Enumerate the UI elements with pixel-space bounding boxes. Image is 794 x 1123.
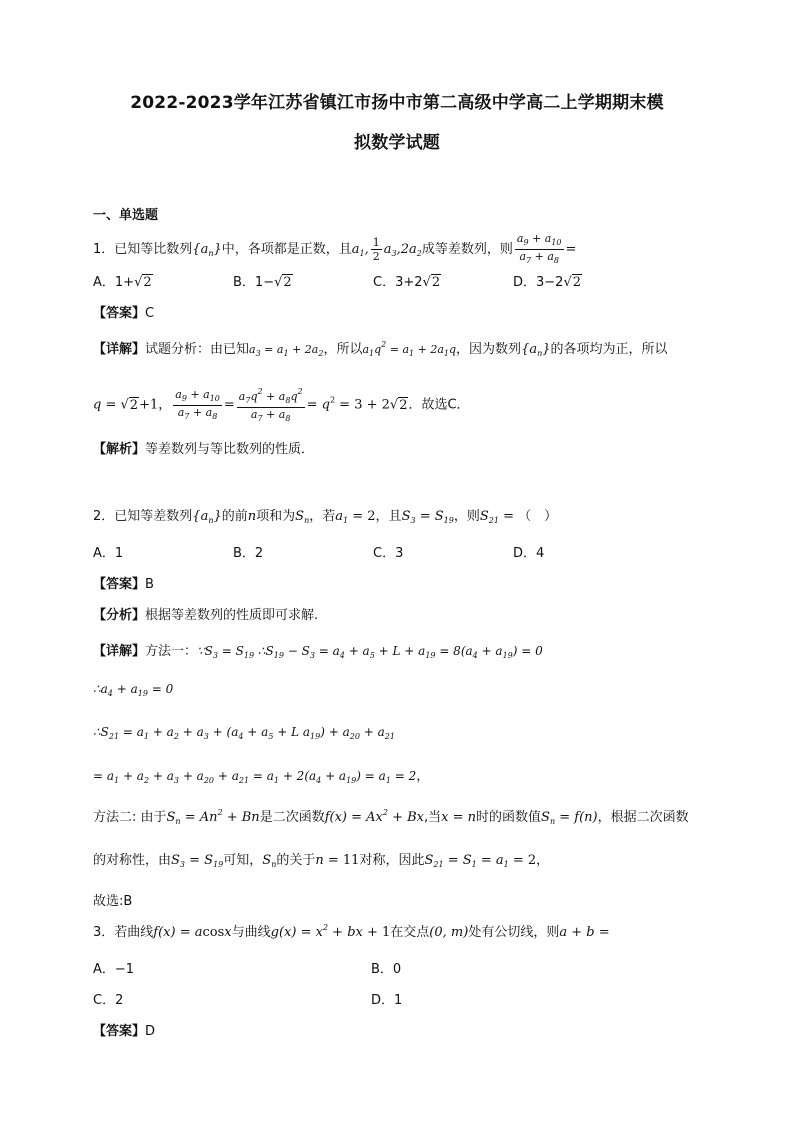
q2-stem: 2．已知等差数列$\{a_n\}$的前n项和为$S_n$，若$a_1 = 2$，且$S_3 = S_{19}$，则$S_{21}$ = （ ）: [93, 509, 558, 525]
q1-detail-line1: 【详解】试题分析：由已知$a_3 = a_1 + 2a_2$，所以$a_1q^2 = a_1 + 2a_1q$，因为数列$\{a_n\}$的各项均为正，所以: [93, 340, 668, 358]
doc-title-line2: 拟数学试题: [354, 133, 440, 153]
q3-stem: 3．若曲线f(x) = acosx与曲线$g(x) = x^2$ + bx + 1在交点(0, m)处有公切线，则a + b =: [93, 923, 610, 940]
q3-option-d: D．1: [371, 993, 403, 1008]
doc-title-line1: 2022-2023学年江苏省镇江市扬中市第二高级中学高二上学期期末模: [130, 93, 664, 113]
q2-detail-line4: = $a_1 + a_2 + a_3 + a_{20} + a_{21} = a_1 + 2(a_4 + a_{19}) = a_1 = 2$，: [93, 769, 430, 785]
q2-option-c: C．3: [373, 546, 404, 561]
q2-answer: 【答案】B: [93, 577, 154, 592]
q1-option-d: D．3−2√2: [513, 275, 582, 290]
q1-option-c: C．3+2√2: [373, 275, 441, 290]
q2-detail-line2: $\therefore a_4 + a_{19} = 0$: [93, 682, 174, 698]
q2-number: 2．: [93, 509, 115, 524]
q2-conclusion: 故选:B: [93, 894, 133, 909]
q3-options-row1: [93, 958, 401, 977]
q1-options: [93, 271, 582, 290]
q2-detail-line3: $\therefore S_{21} = a_1 + a_2 + a_3 + (a_4 + a_5 + L$ $a_{19}) + a_{20} + a_{21}$: [93, 725, 395, 741]
q2-option-d: D．4: [513, 546, 545, 561]
q3-option-b: B．0: [371, 962, 402, 977]
q1-number: 1．: [93, 242, 115, 257]
q3-answer: 【答案】D: [93, 1024, 156, 1039]
q2-option-b: B．2: [233, 546, 264, 561]
q1-option-a: A．1+√2: [93, 275, 152, 290]
q3-option-a: A．−1: [93, 962, 135, 977]
q1-answer: 【答案】C: [93, 306, 155, 321]
q2-option-a: A．1: [93, 546, 124, 561]
q2-detail-line1: 【详解】方法一：$\because S_3 = S_{19}$ $\therefore S_{19} - S_3 = a_4 + a_5 + L + a_{19} = 8(a_4 + a_{19}) = 0$: [93, 644, 543, 660]
q2-method2-line1: 方法二: 由于$S_n = An^2 + Bn$是二次函数$f(x) = Ax^2 + Bx$,当x = n时的函数值$S_n = f(n)$，根据二次函数: [93, 808, 689, 826]
section-heading: 一、单选题: [93, 208, 159, 223]
q1-option-b: B．1−√2: [233, 275, 292, 290]
q2-method2-line2: 的对称性，由$S_3 = S_{19}$可知，$S_n$的关于n = 11对称，因此$S_{21} = S_1 = a_1 = 2$，: [93, 853, 550, 869]
q2-fenxi: 【分析】根据等差数列的性质即可求解.: [93, 608, 319, 623]
q3-option-c: C．2: [93, 993, 124, 1008]
q1-detail-line2: q = √2+1， $\frac{a_9 + a_{10}}{a_7 + a_8}$ = $\frac{a_7q^2 + a_8q^2}{a_7 + a_8}$ = $q^2 = 3 + 2√2$．故选C．: [93, 387, 470, 423]
q3-options-row2: [93, 989, 402, 1008]
q1-stem: 1．已知等比数列$\{a_n\}$中，各项都是正数，且$a_1$, $\frac{1}{2}$ $a_3,2a_2$成等差数列，则 $\frac{a_9 + a_{10}}{a_7 + a_8}$ =: [93, 232, 577, 265]
q2-options: [93, 542, 544, 561]
q1-analysis: 【解析】等差数列与等比数列的性质．: [93, 442, 315, 457]
q3-number: 3．: [93, 925, 115, 940]
